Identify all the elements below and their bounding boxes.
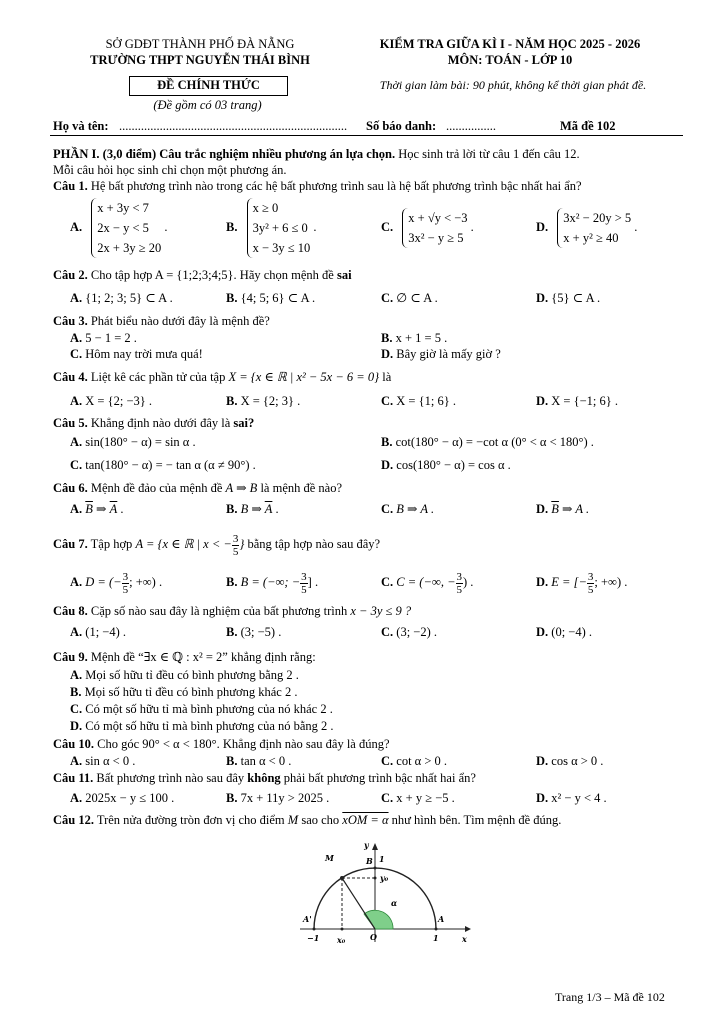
option-label: C. bbox=[70, 347, 83, 361]
option-label: A. bbox=[70, 435, 83, 449]
q1-b-system bbox=[247, 198, 311, 258]
option-label: D. bbox=[536, 291, 549, 305]
fraction-den: 5 bbox=[301, 583, 307, 596]
option-label: A. bbox=[70, 331, 83, 345]
option-label: A. bbox=[70, 791, 83, 805]
label-b: B bbox=[366, 856, 373, 866]
q8-a-text: (1; −4) . bbox=[85, 625, 127, 639]
q8-label: Câu 8. bbox=[53, 604, 88, 618]
q10-option-b[interactable] bbox=[226, 754, 291, 769]
exam-code: Mã đề 102 bbox=[560, 119, 616, 133]
dept-name: SỞ GDĐT THÀNH PHỐ ĐÀ NẴNG bbox=[105, 37, 295, 51]
q10-stem bbox=[53, 737, 390, 752]
q1-b-line-3: x − 3y ≤ 10 bbox=[252, 241, 311, 255]
q10-option-d[interactable] bbox=[536, 754, 603, 769]
q8-expr: x − 3y ≤ 9 ? bbox=[350, 604, 412, 618]
q2-emph: sai bbox=[336, 268, 352, 282]
radius-om bbox=[342, 878, 375, 929]
q4-option-b[interactable] bbox=[226, 394, 300, 409]
q1-d-system bbox=[557, 208, 631, 248]
q7-c-pre: C = (−∞, − bbox=[396, 575, 456, 589]
q7-b-pre: B = (−∞; − bbox=[240, 575, 301, 589]
id-label: Số báo danh: bbox=[366, 119, 437, 133]
q11-option-c[interactable] bbox=[381, 791, 455, 806]
fraction-num: 3 bbox=[122, 570, 129, 583]
q9-option-d[interactable] bbox=[70, 719, 334, 734]
option-label: D. bbox=[536, 625, 549, 639]
point-b bbox=[374, 867, 377, 870]
option-label: C. bbox=[381, 291, 394, 305]
q2-b-text: {4; 5; 6} ⊂ A . bbox=[240, 291, 316, 305]
q1-option-c[interactable]: C. x + √y < −3 3x² − y ≥ 5 . bbox=[381, 208, 474, 248]
q1-d-line-1: 3x² − 20y > 5 bbox=[563, 211, 632, 225]
q9-option-a[interactable] bbox=[70, 668, 299, 683]
fraction-den: 5 bbox=[587, 583, 594, 596]
q11-stem bbox=[53, 771, 476, 786]
label-x0: x₀ bbox=[337, 935, 346, 945]
part1-instr1: Học sinh trả lời từ câu 1 đến câu 12. bbox=[398, 147, 580, 161]
q4-stem bbox=[53, 370, 391, 385]
q4-option-c[interactable] bbox=[381, 394, 456, 409]
q7-a-pre: D = (− bbox=[85, 575, 122, 589]
q4-b-text: X = {2; 3} . bbox=[240, 394, 301, 408]
q7-a-post: ; +∞) . bbox=[129, 575, 163, 589]
q6-option-a[interactable]: A. $\overline{B}$ ⇒ $\overline{A}$ . bbox=[70, 502, 124, 516]
option-label: B. bbox=[381, 331, 393, 345]
option-label: B. bbox=[226, 575, 238, 589]
q8-stem bbox=[53, 604, 411, 619]
q1-a-line-1: x + 3y < 7 bbox=[97, 201, 149, 215]
point-m bbox=[340, 876, 344, 880]
q3-option-c[interactable] bbox=[70, 347, 203, 362]
q8-text: Cặp số nào sau đây là nghiệm của bất phương trình bbox=[90, 604, 348, 618]
q5-b-text: cot(180° − α) = −cot α (0° < α < 180°) . bbox=[395, 435, 594, 449]
q1-option-a[interactable]: A. x + 3y < 7 2x − y < 5 2x + 3y ≥ 20 . bbox=[70, 198, 167, 258]
q10-d-text: cos α > 0 . bbox=[551, 754, 604, 768]
q1-c-line-2: 3x² − y ≥ 5 bbox=[408, 231, 464, 245]
q7-option-a[interactable] bbox=[70, 566, 162, 598]
q3-option-a[interactable] bbox=[70, 331, 137, 346]
q3-d-text: Bây giờ là mấy giờ ? bbox=[396, 347, 501, 361]
q5-emph: sai? bbox=[233, 416, 255, 430]
q6-c-text: B ⇒ A . bbox=[396, 502, 435, 516]
q4-label: Câu 4. bbox=[53, 370, 88, 384]
q7-b-post: ] . bbox=[307, 575, 319, 589]
q11-label: Câu 11. bbox=[53, 771, 94, 785]
option-label: C. bbox=[381, 575, 394, 589]
q11-option-d[interactable] bbox=[536, 791, 607, 806]
q9-c-text: Có một số hữu tỉ mà bình phương của nó khác 2 . bbox=[85, 702, 333, 716]
q11-d-text: x² − y < 4 . bbox=[551, 791, 607, 805]
q6-option-d[interactable] bbox=[536, 502, 589, 517]
option-label: C. bbox=[70, 458, 83, 472]
q5-option-c[interactable] bbox=[70, 458, 256, 473]
q4-text: Liệt kê các phần tử của tập bbox=[90, 370, 226, 384]
page-footer: Trang 1/3 – Mã đề 102 bbox=[555, 990, 665, 1004]
label-m: M bbox=[325, 853, 334, 863]
option-label: C. bbox=[381, 791, 394, 805]
q12-mid: sao cho bbox=[301, 813, 340, 827]
q2-stem bbox=[53, 268, 352, 283]
q2-option-c[interactable] bbox=[381, 291, 438, 306]
option-label: C. bbox=[70, 702, 83, 716]
official-label: ĐỀ CHÍNH THỨC bbox=[157, 78, 260, 92]
label-y0: y₀ bbox=[380, 873, 389, 883]
label-x: x bbox=[462, 934, 467, 944]
q6-d-b-bar: $\overline{B}$ bbox=[551, 502, 559, 516]
q9-option-b[interactable] bbox=[70, 685, 297, 700]
q8-option-d[interactable] bbox=[536, 625, 592, 640]
q12-angle: xOM = α bbox=[342, 813, 389, 827]
q5-d-text: cos(180° − α) = cos α . bbox=[396, 458, 511, 472]
name-label: Họ và tên: bbox=[53, 119, 109, 133]
fraction-num: 3 bbox=[587, 570, 594, 583]
q7-label: Câu 7. bbox=[53, 537, 88, 551]
option-label: B. bbox=[381, 435, 393, 449]
q6-expr: A ⇒ B bbox=[225, 481, 258, 495]
name-field[interactable]: ......................................................................... bbox=[119, 119, 348, 133]
time-note: Thời gian làm bài: 90 phút, không kể thời gian phát đề. bbox=[379, 78, 647, 92]
option-label: C. bbox=[381, 625, 394, 639]
q11-text: Bất phương trình nào sau đây bbox=[96, 771, 245, 785]
part1-heading bbox=[53, 147, 580, 162]
q1-a-line-2: 2x − y < 5 bbox=[97, 221, 149, 235]
point-y0 bbox=[374, 877, 377, 880]
q12-text: Trên nửa đường tròn đơn vị cho điểm bbox=[96, 813, 285, 827]
q1-c-line-1: x + √y < −3 bbox=[408, 211, 468, 225]
option-label: B. bbox=[226, 219, 238, 234]
q4-tail: là bbox=[382, 370, 392, 384]
q7-option-d[interactable] bbox=[536, 566, 627, 598]
q12-m: M bbox=[287, 813, 299, 827]
q6-a-a-bar: $\overline{A}$ bbox=[109, 502, 118, 516]
option-label: A. bbox=[70, 502, 83, 516]
y-axis-arrow bbox=[372, 843, 378, 850]
part1-title: PHẦN I. (3,0 điểm) Câu trắc nghiệm nhiều phương án lựa chọn. bbox=[53, 147, 396, 161]
q6-option-b[interactable]: B. B ⇒ $\overline{A}$ . bbox=[226, 502, 279, 516]
q10-label: Câu 10. bbox=[53, 737, 94, 751]
page-count: (Đề gồm có 03 trang) bbox=[153, 98, 262, 112]
q9-a-text: Mọi số hữu tỉ đều có bình phương bằng 2 . bbox=[85, 668, 299, 682]
q11-emph: không bbox=[247, 771, 281, 785]
q7-b-fraction bbox=[300, 571, 308, 596]
fraction-num: 3 bbox=[456, 570, 462, 583]
q1-d-line-2: x + y² ≥ 40 bbox=[563, 231, 619, 245]
q11-option-a[interactable] bbox=[70, 791, 174, 806]
option-label: D. bbox=[536, 754, 549, 768]
q6-a-b-bar: $\overline{B}$ bbox=[85, 502, 93, 516]
q2-option-b[interactable] bbox=[226, 291, 315, 306]
q6-d-rest: ⇒ A . bbox=[558, 502, 590, 516]
q10-b-text: tan α < 0 . bbox=[240, 754, 292, 768]
option-label: A. bbox=[70, 754, 83, 768]
exam-title: KIỂM TRA GIỮA KÌ I - NĂM HỌC 2025 - 2026 bbox=[379, 37, 641, 51]
q4-option-d[interactable] bbox=[536, 394, 618, 409]
q10-c-text: cot α > 0 . bbox=[396, 754, 448, 768]
option-label: B. bbox=[226, 791, 238, 805]
q1-b-line-2: 3y² + 6 ≤ 0 bbox=[252, 221, 308, 235]
subject: MÔN: TOÁN - LỚP 10 bbox=[447, 53, 573, 67]
q7-c-post: ) . bbox=[463, 575, 474, 589]
q12-stem bbox=[53, 813, 561, 828]
q5-text: Khẳng định nào dưới đây là bbox=[90, 416, 231, 430]
label-alpha: α bbox=[391, 898, 398, 908]
q2-a-text: {1; 2; 3; 5} ⊂ A . bbox=[85, 291, 173, 305]
option-label: B. bbox=[226, 291, 238, 305]
id-field[interactable]: ................ bbox=[446, 119, 496, 133]
option-label: A. bbox=[70, 291, 83, 305]
q12-label: Câu 12. bbox=[53, 813, 94, 827]
q5-option-a[interactable] bbox=[70, 435, 196, 450]
option-label: A. bbox=[70, 575, 83, 589]
option-label: D. bbox=[381, 347, 394, 361]
q11-c-text: x + y ≥ −5 . bbox=[396, 791, 455, 805]
q1-option-b[interactable]: B. x ≥ 0 3y² + 6 ≤ 0 x − 3y ≤ 10 . bbox=[226, 198, 317, 258]
q7-text: Tập hợp bbox=[90, 537, 133, 551]
fraction-den: 5 bbox=[232, 545, 239, 558]
q1-b-line-1: x ≥ 0 bbox=[252, 201, 279, 215]
q4-a-text: X = {2; −3} . bbox=[85, 394, 153, 408]
q2-text: Cho tập hợp A = {1;2;3;4;5}. Hãy chọn mệnh đề bbox=[90, 268, 334, 282]
label-a: A bbox=[438, 914, 445, 924]
q8-option-a[interactable] bbox=[70, 625, 126, 640]
q6-b-text: B ⇒ bbox=[240, 502, 265, 516]
q7-stem: Câu 7. Tập hợp A = {x ∈ ℝ | x < − $\frac{3}{5}$ } bằng tập hợp nào sau đây? bbox=[53, 532, 381, 558]
q3-c-text: Hôm nay trời mưa quá! bbox=[85, 347, 203, 361]
q1-a-line-3: 2x + 3y ≥ 20 bbox=[97, 241, 162, 255]
option-label: C. bbox=[381, 502, 394, 516]
q7-set-pre: A = {x ∈ ℝ | x < − bbox=[135, 537, 232, 551]
q1-a-system bbox=[91, 198, 161, 258]
q1-c-system bbox=[402, 208, 467, 248]
q4-set: X = {x ∈ ℝ | x² − 5x − 6 = 0} bbox=[228, 370, 380, 384]
q12-tail: như hình bên. Tìm mệnh đề đúng. bbox=[391, 813, 562, 827]
q11-option-b[interactable] bbox=[226, 791, 329, 806]
fraction-den: 5 bbox=[456, 583, 462, 596]
q5-label: Câu 5. bbox=[53, 416, 88, 430]
q2-option-d[interactable] bbox=[536, 291, 600, 306]
option-label: D. bbox=[536, 575, 549, 589]
q2-option-a[interactable] bbox=[70, 291, 173, 306]
option-label: B. bbox=[226, 754, 238, 768]
q1-stem bbox=[53, 179, 582, 194]
q9-option-c[interactable] bbox=[70, 702, 333, 717]
point-a-prime bbox=[313, 928, 316, 931]
x-axis-arrow bbox=[465, 926, 471, 932]
q7-c-fraction bbox=[456, 571, 464, 596]
label-one: 1 bbox=[433, 933, 439, 943]
q3-a-text: 5 − 1 = 2 . bbox=[85, 331, 137, 345]
q5-a-text: sin(180° − α) = sin α . bbox=[85, 435, 196, 449]
q4-d-text: X = {−1; 6} . bbox=[551, 394, 619, 408]
q10-text: Cho góc 90° < α < 180°. Khẳng định nào sau đây là đúng? bbox=[97, 737, 390, 751]
q5-option-b[interactable] bbox=[381, 435, 594, 450]
option-label: C. bbox=[381, 219, 394, 234]
option-label: A. bbox=[70, 394, 83, 408]
q3-option-b[interactable] bbox=[381, 331, 447, 346]
q5-c-text: tan(180° − α) = − tan α (α ≠ 90°) . bbox=[85, 458, 256, 472]
q2-label: Câu 2. bbox=[53, 268, 88, 282]
q7-d-pre: E = [− bbox=[551, 575, 587, 589]
label-one-top: 1 bbox=[379, 854, 385, 864]
option-label: C. bbox=[381, 394, 394, 408]
fraction-num: 3 bbox=[232, 532, 239, 545]
option-label: C. bbox=[381, 754, 394, 768]
q11-tail: phải bất phương trình bậc nhất hai ẩn? bbox=[283, 771, 476, 785]
option-label: D. bbox=[536, 394, 549, 408]
q6-tail: là mệnh đề nào? bbox=[260, 481, 343, 495]
q9-d-text: Có một số hữu tỉ mà bình phương của nó bằng 2 . bbox=[85, 719, 334, 733]
q3-stem bbox=[53, 314, 270, 329]
q8-option-c[interactable] bbox=[381, 625, 437, 640]
unit-semicircle-figure bbox=[295, 838, 475, 948]
point-x0 bbox=[341, 928, 344, 931]
q5-option-d[interactable] bbox=[381, 458, 511, 473]
q1-label: Câu 1. bbox=[53, 179, 88, 193]
q10-a-text: sin α < 0 . bbox=[85, 754, 136, 768]
q8-c-text: (3; −2) . bbox=[396, 625, 438, 639]
q2-c-text: ∅ ⊂ A . bbox=[396, 291, 438, 305]
label-minus-one: −1 bbox=[307, 933, 320, 943]
q11-a-text: 2025x − y ≤ 100 . bbox=[85, 791, 175, 805]
q3-b-text: x + 1 = 5 . bbox=[395, 331, 448, 345]
q6-option-c[interactable] bbox=[381, 502, 434, 517]
q8-b-text: (3; −5) . bbox=[240, 625, 282, 639]
q4-option-a[interactable] bbox=[70, 394, 152, 409]
point-a bbox=[435, 928, 438, 931]
q3-label: Câu 3. bbox=[53, 314, 88, 328]
option-label: D. bbox=[70, 719, 83, 733]
q7-d-post: ; +∞) . bbox=[594, 575, 628, 589]
q7-option-b[interactable] bbox=[226, 566, 318, 598]
q11-b-text: 7x + 11y > 2025 . bbox=[240, 791, 330, 805]
option-label: D. bbox=[536, 219, 549, 234]
q9-stem bbox=[53, 650, 316, 665]
q9-text: Mệnh đề “∃x ∈ ℚ : x² = 2” khẳng định rằng: bbox=[90, 650, 316, 664]
q1-option-d[interactable]: D. 3x² − 20y > 5 x + y² ≥ 40 . bbox=[536, 208, 637, 248]
header-rule bbox=[50, 135, 683, 136]
q1-text: Hệ bất phương trình nào trong các hệ bất phương trình sau là hệ bất phương trình bậc nhất hai ẩn? bbox=[90, 179, 582, 193]
q6-text: Mệnh đề đảo của mệnh đề bbox=[90, 481, 223, 495]
label-y: y bbox=[364, 840, 369, 850]
q6-label: Câu 6. bbox=[53, 481, 88, 495]
part1-instr2: Mỗi câu hỏi học sinh chỉ chọn một phương án. bbox=[53, 163, 287, 177]
label-a-prime: A' bbox=[303, 914, 312, 924]
school-name: TRƯỜNG THPT NGUYỄN THÁI BÌNH bbox=[90, 53, 310, 67]
option-label: B. bbox=[226, 394, 238, 408]
option-label: B. bbox=[226, 502, 238, 516]
option-label: A. bbox=[70, 219, 83, 234]
option-label: B. bbox=[70, 685, 82, 699]
q2-d-text: {5} ⊂ A . bbox=[551, 291, 601, 305]
q9-b-text: Mọi số hữu tỉ đều có bình phương khác 2 . bbox=[84, 685, 298, 699]
fraction-den: 5 bbox=[122, 583, 129, 596]
option-label: A. bbox=[70, 625, 83, 639]
q10-option-a[interactable] bbox=[70, 754, 135, 769]
option-label: B. bbox=[226, 625, 238, 639]
label-o: O bbox=[370, 932, 377, 942]
q10-option-c[interactable] bbox=[381, 754, 447, 769]
q6-a-arrow: ⇒ bbox=[92, 502, 110, 516]
q5-stem bbox=[53, 416, 254, 431]
q6-b-a-bar: $\overline{A}$ bbox=[264, 502, 273, 516]
q7-option-c[interactable] bbox=[381, 566, 473, 598]
option-label: D. bbox=[536, 502, 549, 516]
q7-tail: bằng tập hợp nào sau đây? bbox=[247, 537, 381, 551]
option-label: D. bbox=[536, 791, 549, 805]
option-label: A. bbox=[70, 668, 83, 682]
q8-option-b[interactable] bbox=[226, 625, 281, 640]
q8-d-text: (0; −4) . bbox=[551, 625, 593, 639]
q4-c-text: X = {1; 6} . bbox=[396, 394, 456, 408]
q7-a-fraction bbox=[122, 571, 130, 596]
option-label: D. bbox=[381, 458, 394, 472]
q3-option-d[interactable] bbox=[381, 347, 501, 362]
fraction-num: 3 bbox=[301, 570, 307, 583]
q3-text: Phát biểu nào dưới đây là mệnh đề? bbox=[90, 314, 270, 328]
q9-label: Câu 9. bbox=[53, 650, 88, 664]
q6-stem bbox=[53, 481, 342, 496]
